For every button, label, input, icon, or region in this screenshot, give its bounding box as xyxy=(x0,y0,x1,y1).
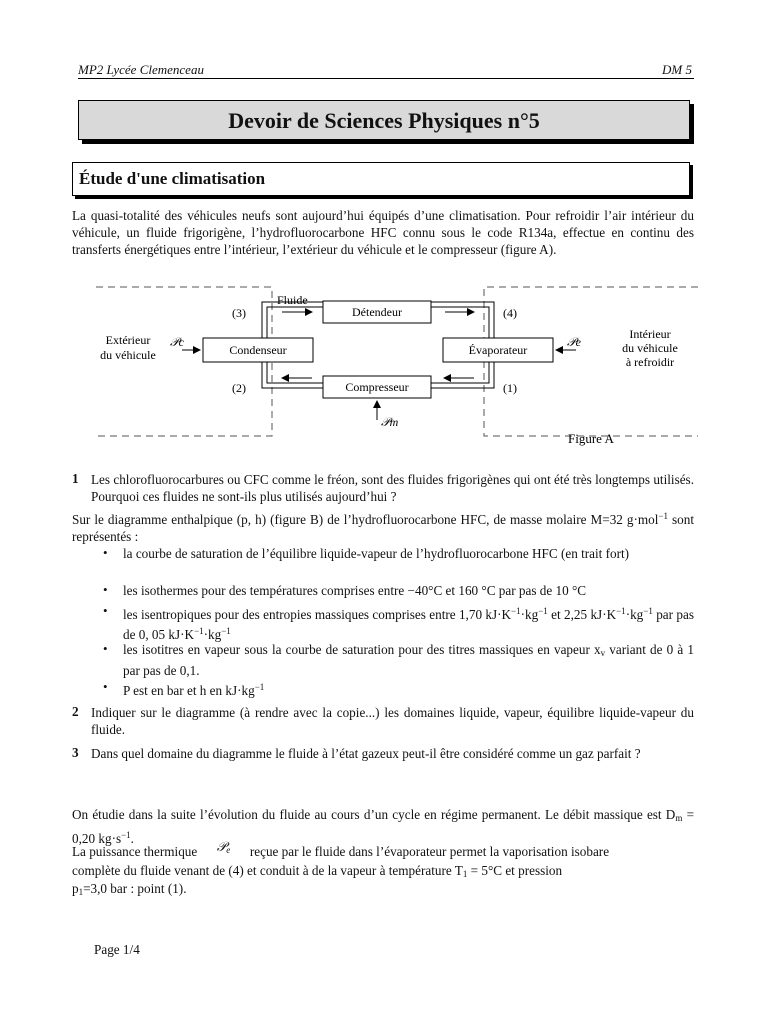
q2-number: 2 xyxy=(72,704,79,719)
page-title: Devoir de Sciences Physiques n°5 xyxy=(228,108,540,133)
power-pe-symbol: 𝒫$_e$ xyxy=(216,839,231,855)
page-number: Page 1/4 xyxy=(94,942,140,957)
interior-label-3: à refroidir xyxy=(625,355,675,369)
power-pe: 𝒫e xyxy=(567,335,581,349)
intro-paragraph: La quasi-totalité des véhicules neufs sont aujourd’hui équipés d’une climatisation. Pour refroidir l’air intérieur du véhicule, un fluide frigorigène, l’hydrofluorocarbone HFC connu sous le code R134a, effectue en continu des transferts énergétiques entre l’intérieur, l’extérieur du véhicule et le compresseur (figure A). xyxy=(72,208,694,257)
bullet-isentropics: les isentropiques pour des entropies massiques comprises entre 1,70 $kJ\cdot K^{-1}\cdot kg^{-1}$ et 2,25 $kJ\cdot K^{-1}\cdot kg^{-1}$ par pas de 0, 05 $kJ\cdot K^{-1}\cdot kg^{-1}$ xyxy=(123,606,694,642)
diagram-intro-sup: −1 xyxy=(658,511,668,521)
point-2: (2) xyxy=(232,381,246,395)
flow-arrows xyxy=(182,312,576,420)
cycle-line-4: $p_1=3,0$ bar : point (1). xyxy=(72,881,187,897)
cycle-line-3: complète du fluide venant de (4) et conduit à de la vapeur à température $T_1 = 5^\circ C$ et pression xyxy=(72,863,563,879)
section-title: Étude d'une climatisation xyxy=(79,169,266,188)
power-pc: 𝒫c xyxy=(170,335,184,349)
compresseur-label: Compresseur xyxy=(345,380,409,394)
power-pm: 𝒫m xyxy=(381,415,399,429)
exterior-label-2: du véhicule xyxy=(100,348,156,362)
interior-label-1: Intérieur xyxy=(629,327,671,341)
detendeur-label: Détendeur xyxy=(352,305,402,319)
point-1: (1) xyxy=(503,381,517,395)
title-box xyxy=(78,100,690,140)
bullet-dot-4: • xyxy=(103,641,108,656)
bullet-isotherms: les isothermes pour des températures comprises entre −40°C et 160 °C par pas de 10 °C xyxy=(123,583,587,598)
q3-text: Dans quel domaine du diagramme le fluide à l’état gazeux peut-il être considéré comme un gaz parfait ? xyxy=(91,746,641,761)
bullet-dot-2: • xyxy=(103,582,108,597)
bullet-saturation: la courbe de saturation de l’équilibre liquide-vapeur de l’hydrofluorocarbone HFC (en trait fort) xyxy=(123,546,630,561)
q2-text: Indiquer sur le diagramme (à rendre avec la copie...) les domaines liquide, vapeur, équilibre liquide-vapeur du fluide. xyxy=(91,705,694,737)
q1-text: Les chlorofluorocarbures ou CFC comme le fréon, sont des fluides frigorigènes qui ont été très longtemps utilisés. Pourquoi ces fluides ne sont-ils plus utilisés aujourd’hui ? xyxy=(91,472,694,504)
fluid-label: Fluide xyxy=(277,293,308,307)
exterior-label-1: Extérieur xyxy=(105,333,151,347)
diagram-intro xyxy=(72,508,694,545)
point-4: (4) xyxy=(503,306,517,320)
condenseur-label: Condenseur xyxy=(229,343,287,357)
bullet-dot-5: • xyxy=(103,679,108,694)
cycle-line-2: La puissance thermique 𝒫$_e$ reçue par le fluide dans l’évaporateur permet la vaporisation isobare xyxy=(72,839,610,859)
diagram-intro-tail: sont représentés : xyxy=(72,512,694,544)
q3-number: 3 xyxy=(72,745,79,760)
section-box xyxy=(72,162,690,196)
evaporateur-label: Évaporateur xyxy=(468,343,528,357)
bullet-dot-1: • xyxy=(103,545,108,560)
figure-caption: Figure A xyxy=(568,431,614,446)
header-school: MP2 Lycée Clemenceau xyxy=(78,62,204,77)
cycle-line-1: On étudie dans la suite l’évolution du fluide au cours d’un cycle en régime permanent. Le débit massique est $D_m = 0,20$ $kg\cdot s^{-1}$. xyxy=(72,807,695,846)
q1-number: 1 xyxy=(72,471,79,486)
interior-label-2: du véhicule xyxy=(622,341,678,355)
diagram-intro-text: Sur le diagramme enthalpique (p, h) (figure B) de l’hydrofluorocarbone HFC, de masse molaire M=32 g·mol xyxy=(72,512,659,527)
bullet-isotitres: les isotitres en vapeur sous la courbe de saturation pour des titres massiques en vapeur $x_v$ variant de 0 à 1 par pas de 0,1. xyxy=(123,642,694,678)
point-3: (3) xyxy=(232,306,246,320)
figure-a xyxy=(0,280,768,450)
bullet-units: P est en bar et h en $kJ\cdot kg^{-1}$ xyxy=(123,682,265,698)
bullet-dot-3: • xyxy=(103,603,108,618)
header-doc-id: DM 5 xyxy=(662,62,692,77)
page-header xyxy=(78,62,694,79)
